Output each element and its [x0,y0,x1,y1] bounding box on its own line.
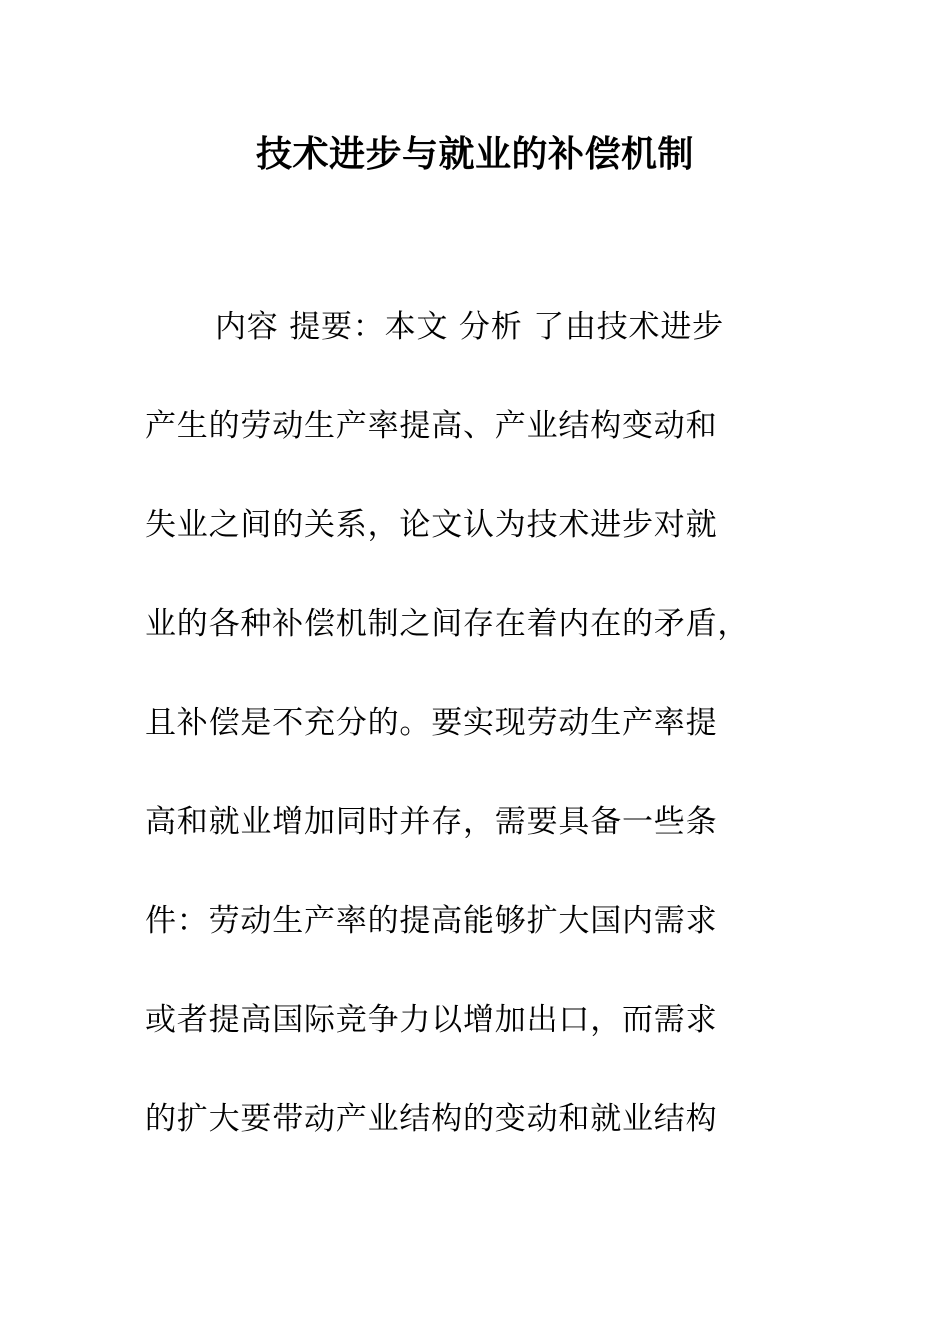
paragraph-line: 内容 提要：本文 分析 了由技术进步 [215,309,724,345]
paragraph-line: 高和就业增加同时并存，需要具备一些条 [145,804,718,840]
paragraph-line: 产生的劳动生产率提高、产业结构变动和 [145,408,718,444]
paragraph-line: 业的各种补偿机制之间存在着内在的矛盾， [145,606,750,642]
document-title: 技术进步与就业的补偿机制 [255,133,694,175]
abstract-paragraph [145,300,805,1191]
paragraph-line: 件：劳动生产率的提高能够扩大国内需求 [145,903,718,939]
paragraph-line: 失业之间的关系，论文认为技术进步对就 [145,507,718,543]
paragraph-line: 且补偿是不充分的。要实现劳动生产率提 [145,705,718,741]
paragraph-line: 或者提高国际竞争力以增加出口，而需求 [145,1002,718,1038]
paragraph-line: 的扩大要带动产业结构的变动和就业结构 [145,1101,718,1137]
